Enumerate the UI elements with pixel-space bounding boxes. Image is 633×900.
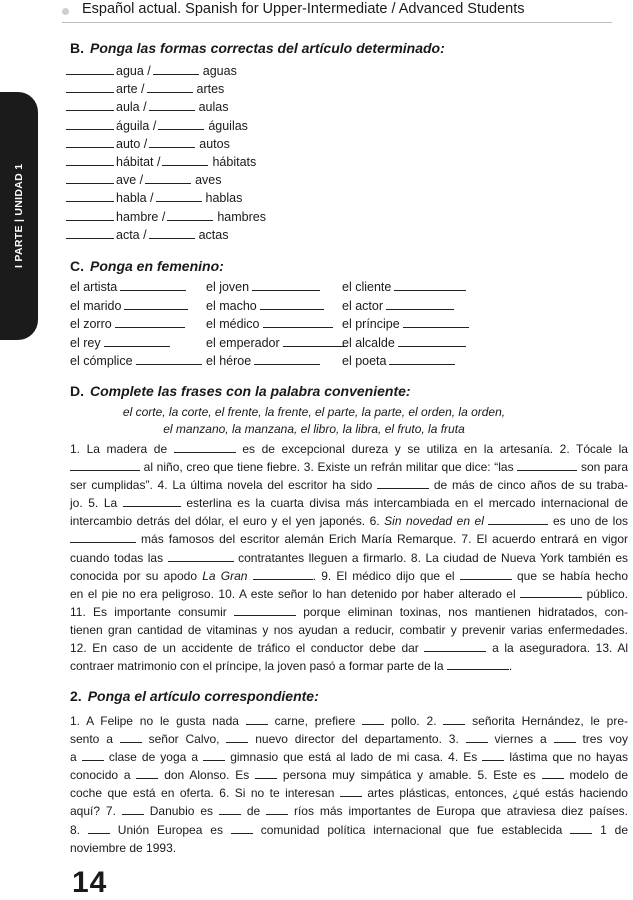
- answer-blank[interactable]: [66, 190, 114, 202]
- section-b-list: [66, 62, 266, 244]
- side-tab: [0, 92, 38, 340]
- answer-blank[interactable]: [386, 298, 454, 310]
- feminine-item: [206, 315, 333, 334]
- sentence-text: son para: [577, 460, 628, 475]
- sentence-text: el rey: [70, 335, 101, 350]
- feminine-item: [342, 315, 469, 334]
- sentence-text: auto /: [116, 136, 148, 151]
- sentence-text: en el pie no era peligroso. 10. A este señor lo han detenido por haber alterado el: [70, 586, 521, 601]
- sentence-text: el macho: [206, 298, 257, 313]
- word-bank-line: el manzano, la manzana, el libro, la libra, el fruto, la fruta: [163, 422, 465, 436]
- sentence-text: el zorro: [70, 317, 112, 331]
- sentence-text: es de excepcional dureza y se utiliza en la artesanía. 2. Tócale la: [235, 442, 628, 456]
- feminine-row: [70, 352, 510, 371]
- answer-blank[interactable]: [517, 459, 577, 471]
- article-row: [66, 135, 266, 153]
- answer-blank[interactable]: [231, 822, 253, 834]
- answer-blank[interactable]: [570, 822, 592, 834]
- sentence-text: gimnasio que está al lado de mi casa. 4. Es: [225, 750, 483, 765]
- answer-blank[interactable]: [66, 81, 114, 93]
- sentence-text: tres voy: [575, 732, 628, 747]
- sentence-text: el héroe: [206, 354, 252, 368]
- sentence-text: clase de yoga a: [103, 750, 204, 765]
- article-row: [66, 208, 266, 226]
- answer-blank[interactable]: [263, 316, 333, 328]
- section-2-exercise: [70, 712, 628, 857]
- sentence-text: el marido: [70, 298, 122, 313]
- answer-blank[interactable]: [167, 209, 213, 221]
- running-header: Español actual. Spanish for Upper-Intermediate / Advanced Students: [82, 1, 525, 17]
- section-b-letter: B.: [70, 40, 84, 56]
- sentence-text: 11. Es importante consumir: [70, 604, 235, 619]
- sentence-text: hábitat /: [116, 154, 161, 169]
- word-bank: [70, 404, 558, 438]
- section-b-title-text: Ponga las formas correctas del artículo determinado:: [90, 40, 445, 56]
- sentence-text: el alcalde: [342, 335, 395, 350]
- paragraph-line: [70, 730, 628, 748]
- sentence-text: acta /: [116, 227, 147, 242]
- section-c-title-text: Ponga en femenino:: [90, 258, 224, 274]
- answer-blank[interactable]: [260, 298, 324, 310]
- paragraph-line: [70, 440, 628, 458]
- sentence-text: persona muy simpática y amable. 5. Este es: [277, 768, 542, 783]
- sentence-text: aves: [195, 173, 222, 188]
- sentence-text: águilas: [208, 118, 248, 133]
- sentence-text: hablas: [205, 191, 243, 206]
- word-bank-line: el corte, la corte, el frente, la frente, el parte, la parte, el orden, la orden,: [122, 405, 506, 419]
- section-d-exercise: [70, 440, 628, 675]
- sentence-text: cuando todas las: [70, 550, 168, 565]
- feminine-item: [70, 278, 186, 297]
- paragraph-line: [70, 549, 628, 567]
- feminine-item: [342, 352, 455, 371]
- answer-blank[interactable]: [66, 99, 114, 111]
- sentence-text: más famosos del escritor alemán Erich María Remarque. 7. El acuerdo entrará en vigor: [136, 532, 628, 547]
- sentence-text: carne, prefiere: [267, 714, 363, 728]
- paragraph-line: [70, 802, 628, 820]
- feminine-row: [70, 315, 510, 334]
- sentence-text: hambres: [217, 209, 266, 224]
- sentence-text: contraer matrimonio con el príncipe, la joven pasó a formar parte de la: [70, 659, 447, 674]
- sentence-text: 1. A Felipe no le gusta nada: [70, 714, 246, 728]
- sentence-text: . 9. El médico dijo que el: [312, 568, 460, 583]
- answer-blank[interactable]: [115, 316, 185, 328]
- answer-blank[interactable]: [283, 335, 347, 347]
- sentence-text: el joven: [206, 280, 250, 294]
- sentence-text: a: [70, 750, 82, 765]
- sentence-text: el príncipe: [342, 317, 400, 331]
- sentence-text: contratantes lleguen a firmarlo. 8. La ciudad de Nueva York también es: [233, 550, 628, 565]
- section-c-letter: C.: [70, 258, 84, 274]
- feminine-item: [70, 315, 185, 334]
- feminine-item: [70, 297, 188, 316]
- sentence-text: hábitats: [212, 154, 257, 169]
- answer-blank[interactable]: [136, 767, 158, 779]
- answer-blank[interactable]: [443, 713, 465, 725]
- feminine-item: [70, 352, 202, 371]
- sentence-text: señorita Hernández, le pre-: [465, 714, 628, 728]
- answer-blank[interactable]: [136, 353, 202, 365]
- paragraph-line: [70, 530, 628, 548]
- answer-blank[interactable]: [70, 459, 140, 471]
- article-row: [66, 62, 266, 80]
- answer-blank[interactable]: [389, 353, 455, 365]
- sentence-text: arte /: [116, 82, 145, 97]
- sentence-text: don Alonso. Es: [158, 768, 256, 783]
- sentence-text: Sin novedad en el: [384, 514, 484, 529]
- sentence-text: de más de cinco años de su traba-: [429, 478, 628, 493]
- article-row: [66, 171, 266, 189]
- answer-blank[interactable]: [340, 785, 362, 797]
- feminine-item: [206, 352, 320, 371]
- sentence-text: hambre /: [116, 209, 166, 224]
- sentence-text: actas: [198, 227, 229, 242]
- answer-blank[interactable]: [466, 731, 488, 743]
- answer-blank[interactable]: [149, 227, 195, 239]
- answer-blank[interactable]: [123, 495, 181, 507]
- answer-blank[interactable]: [554, 731, 576, 743]
- answer-blank[interactable]: [362, 713, 384, 725]
- sentence-text: La Gran: [202, 568, 248, 583]
- paragraph-line: [70, 712, 628, 730]
- sentence-text: noviembre de 1993.: [70, 840, 177, 855]
- answer-blank[interactable]: [253, 568, 313, 580]
- sentence-text: habla /: [116, 191, 154, 206]
- answer-blank[interactable]: [120, 731, 142, 743]
- answer-blank[interactable]: [266, 803, 288, 815]
- answer-blank[interactable]: [398, 335, 466, 347]
- answer-blank[interactable]: [377, 477, 429, 489]
- paragraph-line: [70, 476, 628, 494]
- sentence-text: lástima que no hayas: [504, 750, 628, 765]
- sentence-text: intercambio detrás del dólar, el euro y el yen japonés. 6.: [70, 514, 385, 529]
- sentence-text: aguas: [202, 64, 237, 78]
- sentence-text: comunidad política internacional que fue establecida: [252, 822, 571, 837]
- paragraph-line: [70, 512, 628, 530]
- article-row: [66, 189, 266, 207]
- answer-blank[interactable]: [153, 63, 199, 75]
- answer-blank[interactable]: [460, 568, 512, 580]
- sentence-text: el cliente: [342, 280, 392, 294]
- sentence-text: aquí? 7.: [70, 804, 122, 819]
- sentence-text: artes plásticas, entonces, ¿qué estás haciendo: [361, 786, 628, 801]
- answer-blank[interactable]: [394, 279, 466, 291]
- answer-blank[interactable]: [149, 99, 195, 111]
- answer-blank[interactable]: [66, 118, 114, 130]
- sentence-text: viernes a: [487, 732, 554, 747]
- sentence-text: nuevo director del departamento. 3.: [248, 732, 466, 747]
- answer-blank[interactable]: [145, 172, 191, 184]
- article-row: [66, 98, 266, 116]
- answer-blank[interactable]: [66, 227, 114, 239]
- section-2-letter: 2.: [70, 688, 82, 704]
- answer-blank[interactable]: [447, 658, 509, 670]
- answer-blank[interactable]: [226, 731, 248, 743]
- answer-blank[interactable]: [520, 586, 582, 598]
- answer-blank[interactable]: [246, 713, 268, 725]
- sentence-text: esterlina es la cuarta divisa más intercambiada en el mercado internacional de: [180, 496, 628, 511]
- answer-blank[interactable]: [203, 749, 225, 761]
- paragraph-line: [70, 458, 628, 476]
- answer-blank[interactable]: [488, 513, 548, 525]
- paragraph-line: [70, 766, 628, 784]
- answer-blank[interactable]: [482, 749, 504, 761]
- answer-blank[interactable]: [147, 81, 193, 93]
- article-row: [66, 117, 266, 135]
- section-2-title: [70, 688, 319, 704]
- page-number: 14: [72, 866, 108, 899]
- answer-blank[interactable]: [158, 118, 204, 130]
- feminine-item: [206, 278, 320, 297]
- sentence-text: el médico: [206, 317, 260, 331]
- answer-blank[interactable]: [403, 316, 469, 328]
- sentence-text: el cómplice: [70, 354, 133, 368]
- sentence-text: artes: [196, 82, 225, 97]
- article-row: [66, 226, 266, 244]
- answer-blank[interactable]: [168, 550, 234, 562]
- answer-blank[interactable]: [66, 63, 114, 75]
- answer-blank[interactable]: [66, 172, 114, 184]
- answer-blank[interactable]: [66, 136, 114, 148]
- sentence-text: el actor: [342, 298, 383, 313]
- sentence-text: 12. En caso de un accidente de tráfico el conductor debe dar: [70, 641, 425, 656]
- sentence-text: que se había hecho: [511, 568, 628, 583]
- sentence-text: a la aseguradora. 13. Al: [486, 641, 629, 656]
- sentence-text: tienen gran cantidad de vitaminas y nos ayudan a reducir, combatir y prevenir varias enfermedades.: [70, 622, 628, 637]
- sentence-text: jo. 5. La: [70, 496, 123, 511]
- sentence-text: autos: [199, 136, 230, 151]
- answer-blank[interactable]: [88, 822, 110, 834]
- sentence-text: el emperador: [206, 335, 280, 350]
- sentence-text: Danubio es: [143, 804, 219, 819]
- paragraph-line: [70, 603, 628, 621]
- answer-blank[interactable]: [124, 298, 188, 310]
- sentence-text: señor Calvo,: [141, 732, 227, 747]
- header-bullet-icon: [62, 8, 69, 15]
- answer-blank[interactable]: [82, 749, 104, 761]
- section-c-title: [70, 258, 224, 274]
- answer-blank[interactable]: [219, 803, 241, 815]
- sentence-text: conocida por su apodo: [70, 568, 203, 583]
- answer-blank[interactable]: [66, 209, 114, 221]
- sentence-text: 1. La madera de: [70, 442, 174, 456]
- feminine-item: [206, 334, 347, 353]
- answer-blank[interactable]: [255, 767, 277, 779]
- sentence-text: agua /: [116, 64, 151, 78]
- feminine-item: [70, 334, 170, 353]
- paragraph-line: [70, 784, 628, 802]
- sentence-text: Unión Europea es: [109, 822, 231, 837]
- answer-blank[interactable]: [70, 531, 136, 543]
- feminine-item: [342, 278, 466, 297]
- side-tab-label: I PARTE | UNIDAD 1: [13, 163, 25, 269]
- paragraph-line: [70, 657, 628, 675]
- paragraph-line: [70, 621, 628, 639]
- sentence-text: sento a: [70, 732, 120, 747]
- paragraph-line: [70, 639, 628, 657]
- paragraph-line: [70, 839, 628, 857]
- feminine-item: [206, 297, 324, 316]
- sentence-text: es uno de los: [548, 514, 629, 529]
- sentence-text: conocido a: [70, 768, 137, 783]
- paragraph-line: [70, 567, 628, 585]
- sentence-text: de: [240, 804, 267, 819]
- paragraph-line: [70, 748, 628, 766]
- section-c-grid: [70, 278, 510, 371]
- sentence-text: 1 de: [592, 822, 629, 837]
- answer-blank[interactable]: [252, 279, 320, 291]
- section-2-title-text: Ponga el artículo correspondiente:: [87, 688, 319, 704]
- sentence-text: 8.: [70, 822, 88, 837]
- sentence-text: ave /: [116, 173, 144, 188]
- article-row: [66, 153, 266, 171]
- answer-blank[interactable]: [66, 154, 114, 166]
- paragraph-line: [70, 585, 628, 603]
- sentence-text: público.: [582, 586, 628, 601]
- sentence-text: al niño, creo que tiene fiebre. 3. Existe un refrán militar que dice: “las: [140, 460, 518, 475]
- answer-blank[interactable]: [149, 136, 195, 148]
- section-d-letter: D.: [70, 383, 84, 399]
- sentence-text: águila /: [116, 118, 157, 133]
- answer-blank[interactable]: [120, 279, 186, 291]
- answer-blank[interactable]: [424, 640, 486, 652]
- section-d-title-text: Complete las frases con la palabra conveniente:: [90, 383, 411, 399]
- sentence-text: el poeta: [342, 354, 387, 368]
- sentence-text: el artista: [70, 280, 118, 294]
- feminine-row: [70, 297, 510, 316]
- sentence-text: ríos más importantes de Europa que atraviesa diez países.: [288, 804, 628, 819]
- answer-blank[interactable]: [234, 604, 296, 616]
- sentence-text: .: [508, 659, 513, 674]
- feminine-item: [342, 297, 454, 316]
- sentence-text: ser cumplidas”. 4. La última novela del escritor ha sido: [70, 478, 378, 493]
- answer-blank[interactable]: [122, 803, 144, 815]
- sentence-text: coche que está en oferta. 6. Si no te interesan: [70, 786, 340, 801]
- sentence-text: aulas: [198, 100, 229, 115]
- article-row: [66, 80, 266, 98]
- sentence-text: modelo de: [563, 768, 629, 783]
- answer-blank[interactable]: [542, 767, 564, 779]
- answer-blank[interactable]: [254, 353, 320, 365]
- sentence-text: pollo. 2.: [384, 714, 444, 728]
- paragraph-line: [70, 494, 628, 512]
- answer-blank[interactable]: [156, 190, 202, 202]
- sentence-text: porque eliminan toxinas, nos mantienen hidratados, con-: [296, 604, 628, 619]
- answer-blank[interactable]: [174, 441, 236, 453]
- answer-blank[interactable]: [104, 335, 170, 347]
- sentence-text: aula /: [116, 100, 147, 115]
- paragraph-line: [70, 821, 628, 839]
- answer-blank[interactable]: [162, 154, 208, 166]
- feminine-row: [70, 334, 510, 353]
- feminine-item: [342, 334, 466, 353]
- feminine-row: [70, 278, 510, 297]
- section-d-title: [70, 383, 411, 399]
- section-b-title: [70, 40, 445, 56]
